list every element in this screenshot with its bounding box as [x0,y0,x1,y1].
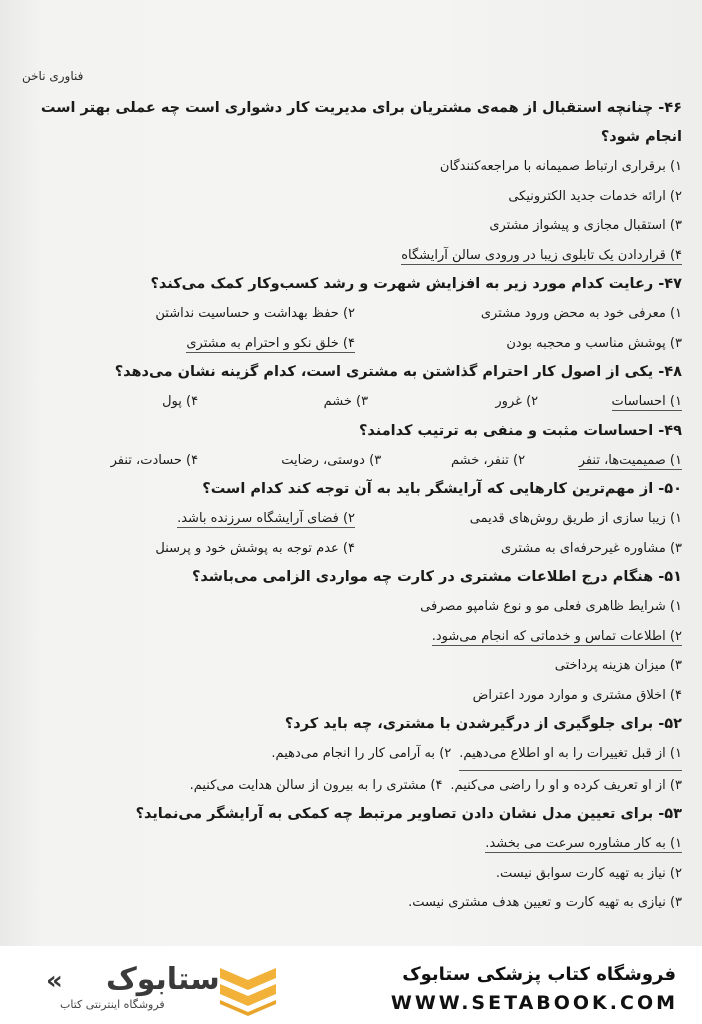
answer-underline: ۱) احساسات [611,394,682,409]
option: ۱) برقراری ارتباط صمیمانه با مراجعه‌کنندگان [439,159,682,174]
option: ۲) به آرامی کار را انجام می‌دهیم. [271,746,452,761]
chevrons-icon: « [46,966,63,996]
option-row [28,771,682,801]
option-answer [525,446,682,476]
option-answer [28,622,682,652]
option: ۳) میزان هزینه پرداختی [554,658,682,673]
option: ۱) معرفی خود به محض ورود مشتری [480,306,682,321]
question-52: ۵۲- برای جلوگیری از درگیرشدن با مشتری، چه باید کرد؟ [284,716,682,732]
option-answer [28,241,682,271]
option-answer [28,504,355,534]
answer-underline: ۲) فضای آرایشگاه سرزنده باشد. [177,511,355,526]
option: ۲) نیاز به تهیه کارت سوابق نیست. [495,865,682,881]
question-51: ۵۱- هنگام درج اطلاعات مشتری در کارت چه مواردی الزامی می‌باشد؟ [191,569,682,585]
option: ۳) استقبال مجازی و پیشواز مشتری [489,218,682,233]
answer-underline: ۱) صمیمیت‌ها، تنفر [578,452,682,468]
question-46: ۴۶- چنانچه استقبال از همه‌ی مشتریان برای مدیریت کار دشواری است چه عملی بهتر است انجام شود؟ [40,100,682,145]
store-footer-banner[interactable] [0,946,702,1024]
option: ۱) زیبا سازی از طریق روش‌های قدیمی [469,511,682,526]
question-53: ۵۳- برای تعیین مدل نشان دادن تصاویر مرتبط چه کمکی به آرایشگر می‌نماید؟ [135,806,682,822]
option: ۴) مشتری را به بیرون از سالن هدایت می‌کنیم. [189,777,443,793]
option-row [28,446,682,476]
option: ۳) مشاوره غیرحرفه‌ای به مشتری [501,540,682,556]
shop-url-link[interactable]: WWW.SETABOOK.COM [390,992,678,1014]
option: ۳) نیازی به تهیه کارت و تعیین هدف مشتری نیست. [408,895,682,910]
logo-wordmark: ستابوک [106,962,220,997]
option: ۲) ارائه خدمات جدید الکترونیکی [508,188,682,204]
option: ۴) اخلاق مشتری و موارد مورد اعتراض [472,687,682,703]
option-answer: ۱) از قبل تغییرات را به او اطلاع می‌دهیم. [459,739,682,771]
option-row [28,739,682,771]
option: ۴) عدم توجه به پوشش خود و پرسنل [155,540,355,556]
option-row [28,387,682,417]
option: ۲) تنفر، خشم [450,452,526,468]
option-row [28,329,682,359]
option: ۲) حفظ بهداشت و حساسیت نداشتن [155,306,355,321]
answer-underline: ۴) خلق نکو و احترام به مشتری [186,335,355,351]
option-answer [28,329,355,359]
option: ۴) پول [162,394,199,409]
question-47: ۴۷- رعایت کدام مورد زیر به افزایش شهرت و رشد کسب‌وکار کمک می‌کند؟ [150,276,682,292]
running-header: فناوری ناخن [22,69,84,83]
option: ۳) پوشش مناسب و محجبه بودن [506,335,682,351]
book-stack-icon [216,960,280,1016]
option: ۳) از او تعریف کرده و او را راضی می‌کنیم. [450,777,682,793]
option: ۳) خشم [323,394,369,409]
option: ۲) غرور [495,394,539,409]
option-answer [538,387,682,417]
question-50: ۵۰- از مهم‌ترین کارهایی که آرایشگر باید به آن توجه کند کدام است؟ [202,481,682,497]
option-row [28,504,682,534]
option: ۴) حسادت، تنفر [110,452,199,468]
shop-title: فروشگاه کتاب پزشکی ستابوک [402,964,676,985]
question-49: ۴۹- احساسات مثبت و منفی به ترتیب کدامند؟ [358,422,682,439]
setabook-logo[interactable] [20,958,280,1016]
answer-underline: ۱) به کار مشاوره سرعت می بخشد. [485,836,682,851]
answer-underline: ۲) اطلاعات تماس و خدماتی که انجام می‌شود. [431,628,682,644]
option-row [28,534,682,564]
option: ۳) دوستی، رضایت [281,452,382,468]
logo-subtitle: فروشگاه اینترنتی کتاب [60,998,165,1011]
question-list [28,94,682,918]
option-row [28,299,682,329]
question-48: ۴۸- یکی از اصول کار احترام گذاشتن به مشتری است، کدام گزینه نشان می‌دهد؟ [114,364,682,380]
option-answer [28,829,682,859]
option: ۱) شرایط ظاهری فعلی مو و نوع شامپو مصرفی [420,599,682,614]
answer-underline: ۴) قراردادن یک تابلوی زیبا در ورودی سالن آرایشگاه [401,247,682,263]
